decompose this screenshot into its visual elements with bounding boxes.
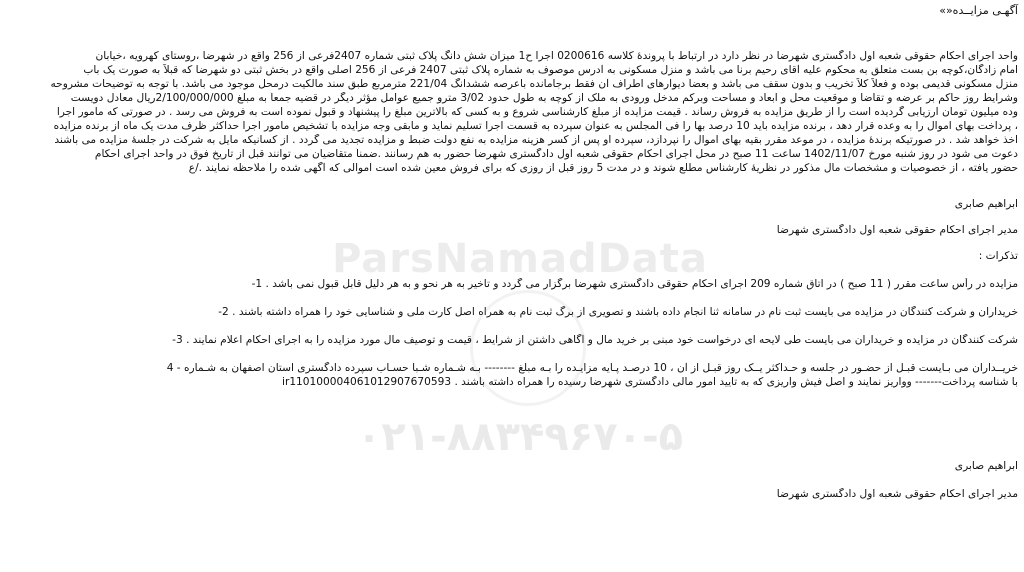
signer-name: ابراهیم صابری xyxy=(954,198,1018,210)
note-item: خریــداران می بـایست قبـل از حضـور در جلسه و حـداکثر یــک روز قبـل از آن ، 10 درصـد پـایه مزایـده را بـه مبلغ -------- بـه شـماره شـبا حسـاب سپرده دادگستری استان اصفهان به شـماره - 4 xyxy=(166,362,1018,374)
watermark-phone: ۰۲۱-۸۸۳۴۹۶۷۰-۵ xyxy=(356,414,684,460)
body-line: ، پرداخت بهای اموال را به وعده قرار دهد ، برنده مزایده باید 10 درصد بها را فی المجلس به عنوان سپرده به قسمت اجرا تسلیم نماید و مابقی وجه مزایده با تشخیص مامور اجرا حداکثر ظرف مدت یک ماه از برنده مزایده xyxy=(53,120,1018,132)
body-line: امام زادگان،کوچه بن بست متعلق به محکوم علیه آقای رحیم برنا می باشد و منزل مسکونی به آدرس موصوف به شماره پلاک ثبتی 2407 فرعی از 256 اصلی واقع در بخش ثبتی دو شهرضا که قبلاً به صورت یک باب xyxy=(83,64,1018,76)
body-line: وشرایط روز حاکم بر عرضه و تقاضا و موقعیت محل و ابعاد و مساحت وبرکم مدخل ورودی به ملک از کوچه به طول حدود 3/02 مترو جمیع عوامل مؤثر دیگر در قضیه جمعاً به مبلغ 2/100/000/000ریال معادل دویست xyxy=(70,92,1018,104)
body-line: منزل مسکونی قدیمی بوده و فعلاً کلاً تخریب و بدون سقف می باشد و بعضاً دیوارهای اطراف آن فقط برجامانده باعرصه ششدانگ 221/04 مترمربع طبق سند مالکیت درمحل موجود می باشد. با توجه به توضیحات مشروحه xyxy=(50,78,1018,90)
notice-title: آگهـی مزایــده«» xyxy=(939,4,1018,17)
signer-name: ابراهیم صابری xyxy=(954,460,1018,472)
note-item: شرکت کنندگان در مزایده و خریداران می بایست طی لایحه ای درخواست خود مبنی بر خرید مال و آگاهی داشتن از شرایط ، قیمت و توصیف مال مورد مزایده را به اجرای احکام اعلام نمایند . 3- xyxy=(172,334,1018,346)
watermark-brand: ParsNamadData xyxy=(332,236,708,282)
body-line: حضور یافته ، از خصوصیات و مشخصات مال مذکور در نظریۀ کارشناس مطلع شوند و در مدت 5 روز قبل از روزی که برای فروش معین شده است اموالی که آگهی شده را ملاحظه نمایند ./ع xyxy=(188,162,1018,174)
notes-heading: تذکرات : xyxy=(978,250,1018,262)
signer-title: مدیر اجرای احکام حقوقی شعبه اول دادگستری شهرضا xyxy=(776,488,1018,500)
body-line: واحد اجرای احکام حقوقی شعبه اول دادگستری شهرضا در نظر دارد در ارتباط با پروندۀ کلاسه 0200616 اجرا ح1 میزان شش دانگ پلاک ثبتی شماره 2407فرعی از 256 واقع در شهرضا ،روستای کهرویه ،خیابان xyxy=(95,50,1018,62)
signer-title: مدیر اجرای احکام حقوقی شعبه اول دادگستری شهرضا xyxy=(776,224,1018,236)
note-item: مزایده در رأس ساعت مقرر ( 11 صبح ) در اتاق شماره 209 اجرای احکام حقوقی دادگستری شهرضا برگزار می گردد و تاخیر به هر نحو و به هر دلیل قابل قبول نمی باشد . 1- xyxy=(251,278,1018,290)
note-item: خریداران و شرکت کنندگان در مزایده می بایست ثبت نام در سامانه ثنا انجام داده باشند و تصویری از برگ ثبت نام به همراه اصل کارت ملی و شناسایی خود را همراه داشته باشند . 2- xyxy=(218,306,1018,318)
body-line: وده میلیون تومان ارزیابی گردیده است را از طریق مزایده به فروش رساند . قیمت مزایده از مبلغ کارشناسی شروع و به کسی که بالاترین مبلغ را پیشنهاد و قبول نموده است به فروش می رسد . در صورتی که مامور اجرا xyxy=(56,106,1018,118)
body-line: دعوت می شود در روز شنبه مورخ 1402/11/07 ساعت 11 صبح در محل اجرای احکام حقوقی شعبه اول دادگستری شهرضا حضور به هم رسانند .ضمناً متقاضیان می توانند قبل از تاریخ فوق در واحد اجرای احکام xyxy=(94,148,1018,160)
body-line: اخذ خواهد شد . در صورتیکه برندۀ مزایده ، در موعد مقرر بقیه بهای اموال را نپردازد، سپرده او پس از کسر هزینه مزایده به نفع دولت ضبط و مزایده تجدید می گردد . از کسانیکه مایل به شرکت در جلسۀ مزایده می باشند xyxy=(54,134,1018,146)
note-item: با شناسه پرداخت------- وواریز نمایند و اصل فیش واریزی که به تایید امور مالی دادگستری شهرضا رسیده را همراه داشته باشند . ir110100004061012907670593 xyxy=(282,376,1018,388)
